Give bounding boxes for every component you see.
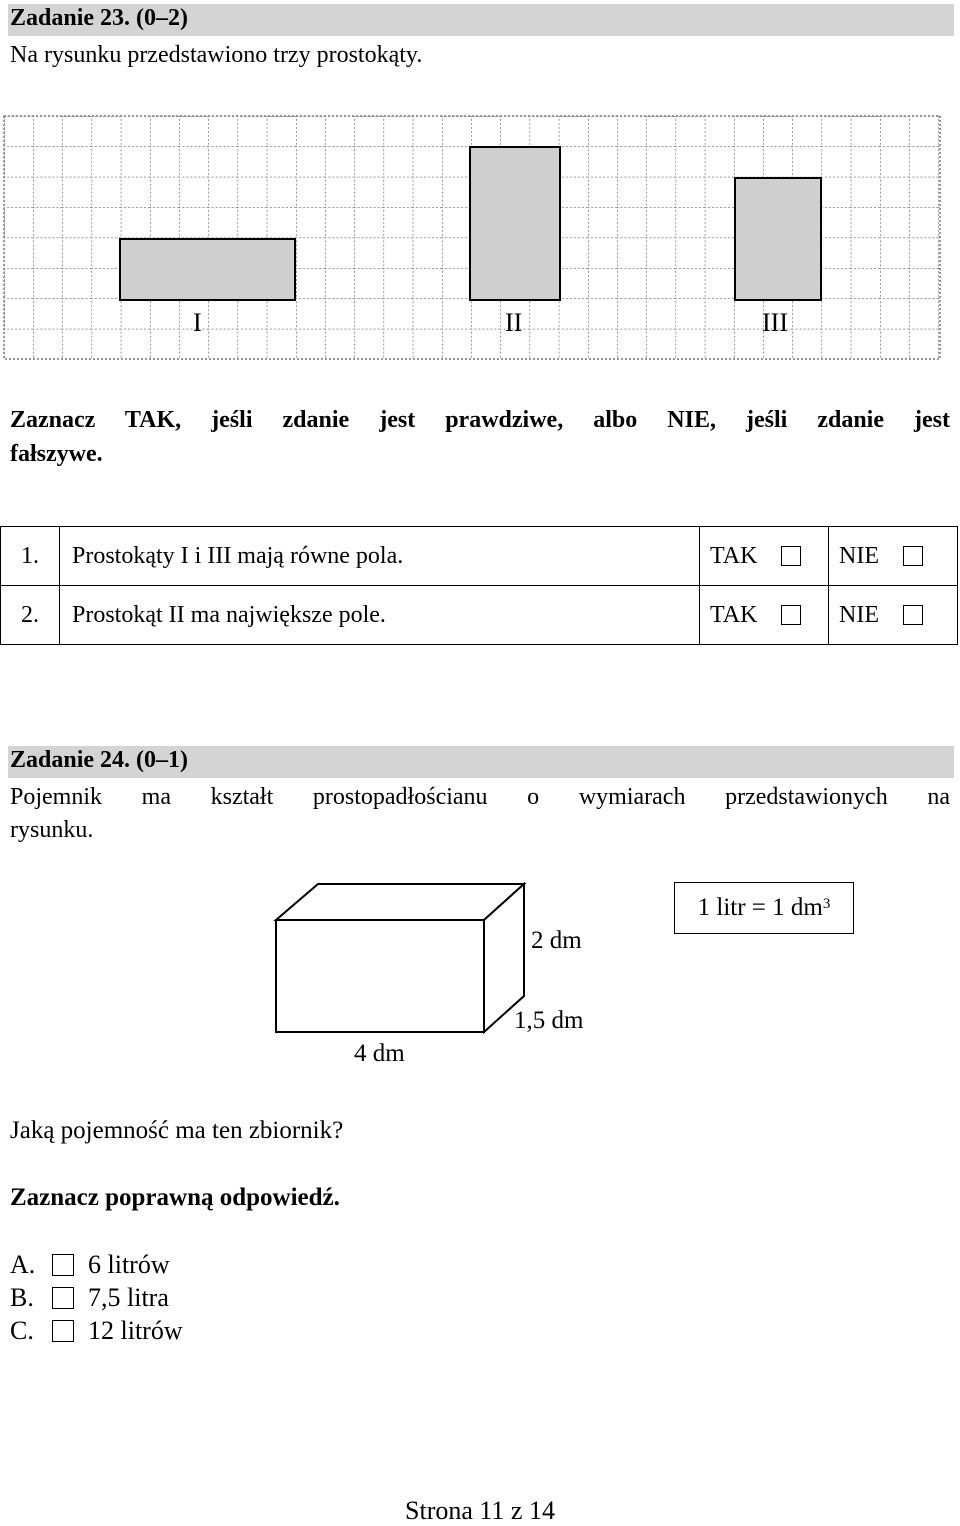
nie-checkbox[interactable] [903, 546, 923, 566]
unit-conversion-note [674, 882, 854, 934]
answer-option-b[interactable] [10, 1281, 183, 1314]
option-checkbox[interactable] [52, 1287, 74, 1309]
option-letter: A. [10, 1250, 36, 1279]
answer-option-a[interactable] [10, 1248, 183, 1281]
task-24-intro: Pojemnik ma kształt prostopadłościanu o wymiarach przedstawionych na [10, 784, 950, 810]
option-text: 7,5 litra [88, 1283, 169, 1312]
tak-checkbox[interactable] [781, 605, 801, 625]
page-footer: Strona 11 z 14 [405, 1496, 555, 1525]
unit-note-exponent: 3 [822, 895, 831, 912]
option-text: 6 litrów [88, 1250, 170, 1279]
option-letter: C. [10, 1316, 34, 1345]
nie-option[interactable] [829, 527, 958, 586]
rect-label-II: II [505, 308, 523, 337]
tak-option[interactable] [700, 586, 829, 645]
statement-text: Prostokąty I i III mają równe pola. [60, 527, 700, 586]
task-23-title: Zadanie 23. (0–2) [10, 5, 189, 31]
unit-note-text: 1 litr = 1 dm [697, 894, 823, 921]
tak-option[interactable] [700, 527, 829, 586]
nie-checkbox[interactable] [903, 605, 923, 625]
rect-label-III: III [762, 308, 788, 337]
rectangle-I [120, 239, 295, 300]
rectangle-II [470, 147, 560, 300]
nie-option[interactable] [829, 586, 958, 645]
cuboid-front-face [276, 920, 484, 1032]
option-checkbox[interactable] [52, 1320, 74, 1342]
nie-label: NIE [839, 542, 879, 569]
task-24-header [8, 746, 954, 778]
grid-figure [0, 0, 960, 370]
statement-row [1, 586, 958, 645]
nie-label: NIE [839, 601, 879, 628]
tak-label: TAK [710, 542, 758, 569]
statement-text: Prostokąt II ma największe pole. [60, 586, 700, 645]
option-text: 12 litrów [88, 1316, 183, 1345]
answer-option-c[interactable] [10, 1314, 183, 1347]
task-23-intro: Na rysunku przedstawiono trzy prostokąty. [10, 42, 423, 68]
tak-checkbox[interactable] [781, 546, 801, 566]
rect-label-I: I [193, 308, 202, 337]
statement-row [1, 527, 958, 586]
statement-number: 1. [1, 527, 60, 586]
task-24-question: Jaką pojemność ma ten zbiornik? [10, 1117, 344, 1144]
task-24-intro-cont: rysunku. [10, 817, 94, 843]
task-24-instruction: Zaznacz poprawną odpowiedź. [10, 1184, 340, 1211]
length-dimension-label: 4 dm [354, 1040, 405, 1067]
task-23-instruction: Zaznacz TAK, jeśli zdanie jest prawdziwe, albo NIE, jeśli zdanie jest [10, 407, 950, 433]
cuboid-top-face [276, 884, 524, 920]
option-checkbox[interactable] [52, 1254, 74, 1276]
statement-number: 2. [1, 586, 60, 645]
answer-options [10, 1248, 183, 1347]
rectangle-III [735, 178, 821, 300]
task-23-instruction-cont: fałszywe. [10, 441, 103, 467]
height-dimension-label: 2 dm [531, 927, 582, 954]
option-letter: B. [10, 1283, 34, 1312]
tak-label: TAK [710, 601, 758, 628]
statements-table [0, 526, 958, 645]
depth-dimension-label: 1,5 dm [514, 1007, 584, 1034]
task-24-title: Zadanie 24. (0–1) [10, 747, 189, 773]
